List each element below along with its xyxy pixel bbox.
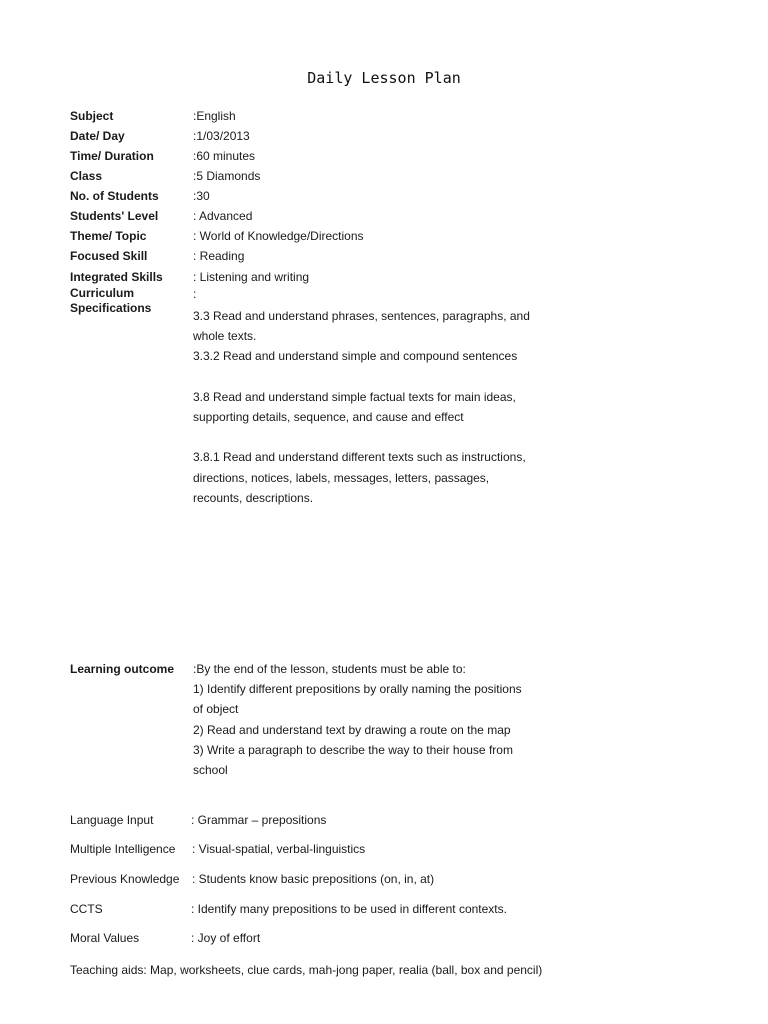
detail-value: :English [193, 109, 236, 123]
curriculum-line: directions, notices, labels, messages, letters, passages, [193, 470, 490, 485]
curriculum-line [193, 367, 530, 387]
learning-outcome-intro: :By the end of the lesson, students must be able to: [193, 662, 466, 676]
detail-label: Theme/ Topic [70, 229, 147, 243]
detail-label: Integrated Skills [70, 270, 163, 284]
curriculum-line: recounts, descriptions. [193, 490, 314, 505]
curriculum-label [70, 286, 190, 316]
detail-value: : World of Knowledge/Directions [193, 229, 364, 243]
detail-value: :60 minutes [193, 149, 256, 163]
curriculum-label-line1: Curriculum [70, 286, 135, 300]
extra-value: : Students know basic prepositions (on, in, at) [192, 872, 435, 886]
extra-label: Language Input [70, 813, 154, 827]
learning-outcome-text [193, 659, 522, 780]
curriculum-text [193, 306, 530, 508]
detail-label: Students' Level [70, 209, 159, 223]
curriculum-label-line2: Specifications [70, 301, 152, 315]
curriculum-line: 3.8 Read and understand simple factual texts for main ideas, [193, 389, 516, 404]
learning-outcome-line: school [193, 763, 228, 778]
curriculum-line: 3.3 Read and understand phrases, sentences, paragraphs, and [193, 309, 530, 323]
extra-label: Previous Knowledge [70, 872, 180, 886]
document-title: Daily Lesson Plan [307, 69, 461, 87]
detail-label: Focused Skill [70, 249, 148, 263]
detail-label: Date/ Day [70, 129, 125, 143]
detail-label: Time/ Duration [70, 149, 154, 163]
extra-value: : Grammar – prepositions [191, 813, 327, 827]
learning-outcome-line: 3) Write a paragraph to describe the way to their house from [193, 742, 513, 757]
extra-value: : Identify many prepositions to be used in different contexts. [191, 902, 507, 916]
learning-outcome-line: 2) Read and understand text by drawing a route on the map [193, 722, 511, 737]
detail-label: No. of Students [70, 189, 159, 203]
extra-label: Moral Values [70, 931, 140, 945]
curriculum-line: 3.8.1 Read and understand different texts such as instructions, [193, 450, 526, 465]
extra-value: : Joy of effort [191, 931, 261, 945]
detail-value: :30 [193, 189, 210, 203]
detail-value: : Advanced [193, 209, 253, 223]
detail-value: :1/03/2013 [193, 129, 250, 143]
learning-outcome-line: of object [193, 702, 239, 717]
detail-value: :5 Diamonds [193, 169, 261, 183]
extra-value: : Visual-spatial, verbal-linguistics [192, 842, 366, 856]
detail-value: : Reading [193, 249, 245, 263]
extra-label: Multiple Intelligence [70, 842, 176, 856]
extra-label: CCTS [70, 902, 103, 916]
curriculum-colon: : [193, 287, 197, 301]
learning-outcome-line: 1) Identify different prepositions by orally naming the positions [193, 682, 522, 697]
curriculum-line: supporting details, sequence, and cause and effect [193, 410, 464, 424]
curriculum-line: whole texts. [193, 329, 257, 344]
detail-label: Subject [70, 109, 114, 123]
curriculum-line [193, 427, 530, 447]
teaching-aids: Teaching aids: Map, worksheets, clue cards, mah-jong paper, realia (ball, box and pencil) [70, 963, 543, 977]
learning-outcome-label: Learning outcome [70, 662, 175, 676]
detail-value: : Listening and writing [193, 270, 310, 284]
detail-label: Class [70, 169, 103, 183]
curriculum-line: 3.3.2 Read and understand simple and compound sentences [193, 349, 518, 364]
